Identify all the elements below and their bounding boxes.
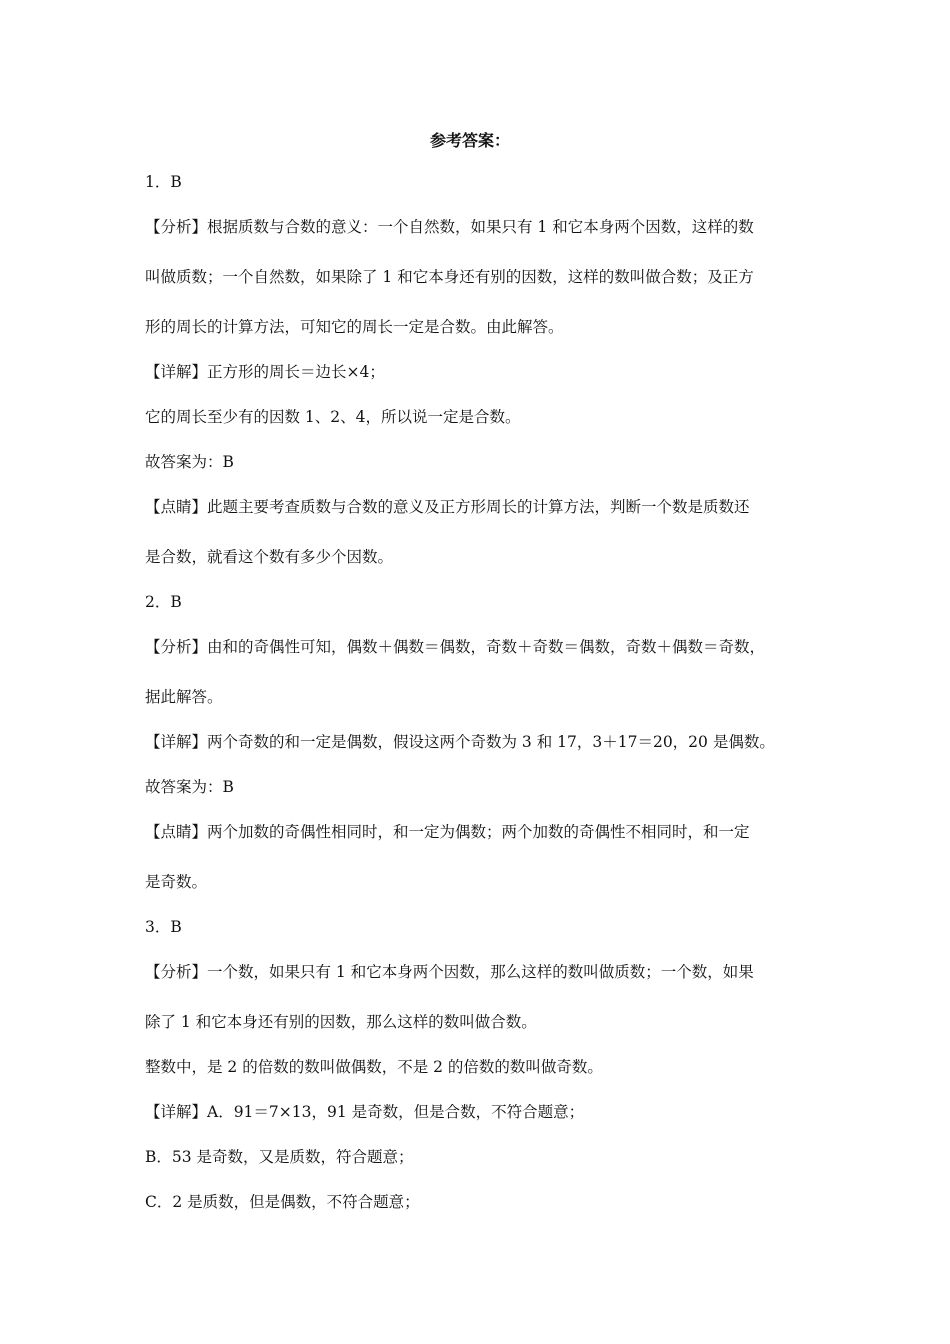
answer-1-remark: 【点睛】此题主要考查质数与合数的意义及正方形周长的计算方法，判断一个数是质数还 — [145, 498, 750, 516]
answer-2-heading: 2．B — [145, 593, 182, 611]
answer-3-analysis-cont: 整数中，是 2 的倍数的数叫做偶数，不是 2 的倍数的数叫做奇数。 — [145, 1058, 603, 1076]
answer-1-remark-cont: 是合数，就看这个数有多少个因数。 — [145, 548, 394, 566]
answer-3-option-c: C．2 是质数，但是偶数，不符合题意； — [145, 1193, 420, 1211]
answer-1-analysis: 【分析】根据质数与合数的意义：一个自然数，如果只有 1 和它本身两个因数，这样的数 — [145, 218, 754, 236]
page-title: 参考答案： — [429, 131, 510, 150]
answer-2-remark-cont: 是奇数。 — [145, 873, 208, 891]
answer-1-analysis-cont: 叫做质数；一个自然数，如果除了 1 和它本身还有别的因数，这样的数叫做合数；及正方 — [145, 268, 754, 286]
answer-1-analysis-cont: 形的周长的计算方法，可知它的周长一定是合数。由此解答。 — [145, 318, 564, 336]
answer-3-heading: 3．B — [145, 918, 182, 936]
answer-3-analysis: 【分析】一个数，如果只有 1 和它本身两个因数，那么这样的数叫做质数；一个数，如果 — [145, 963, 754, 981]
answer-1-conclusion: 故答案为：B — [145, 453, 234, 471]
answer-2-detail: 【详解】两个奇数的和一定是偶数，假设这两个奇数为 3 和 17，3＋17＝20，20 是偶数。 — [145, 733, 775, 751]
answer-1-detail-cont: 它的周长至少有的因数 1、2、4，所以说一定是合数。 — [145, 408, 521, 426]
answer-2-analysis-cont: 据此解答。 — [145, 688, 223, 706]
answer-3-option-b: B．53 是奇数，又是质数，符合题意； — [145, 1148, 414, 1166]
answer-3-detail: 【详解】A．91＝7×13，91 是奇数，但是合数，不符合题意； — [145, 1103, 585, 1121]
answer-1-heading: 1．B — [145, 173, 182, 191]
answer-2-remark: 【点睛】两个加数的奇偶性相同时，和一定为偶数；两个加数的奇偶性不相同时，和一定 — [145, 823, 750, 841]
answer-3-analysis-cont: 除了 1 和它本身还有别的因数，那么这样的数叫做合数。 — [145, 1013, 537, 1031]
answer-2-analysis: 【分析】由和的奇偶性可知，偶数＋偶数＝偶数，奇数＋奇数＝偶数，奇数＋偶数＝奇数， — [145, 638, 766, 656]
answer-2-conclusion: 故答案为：B — [145, 778, 234, 796]
answer-1-detail: 【详解】正方形的周长＝边长×4； — [145, 363, 385, 381]
